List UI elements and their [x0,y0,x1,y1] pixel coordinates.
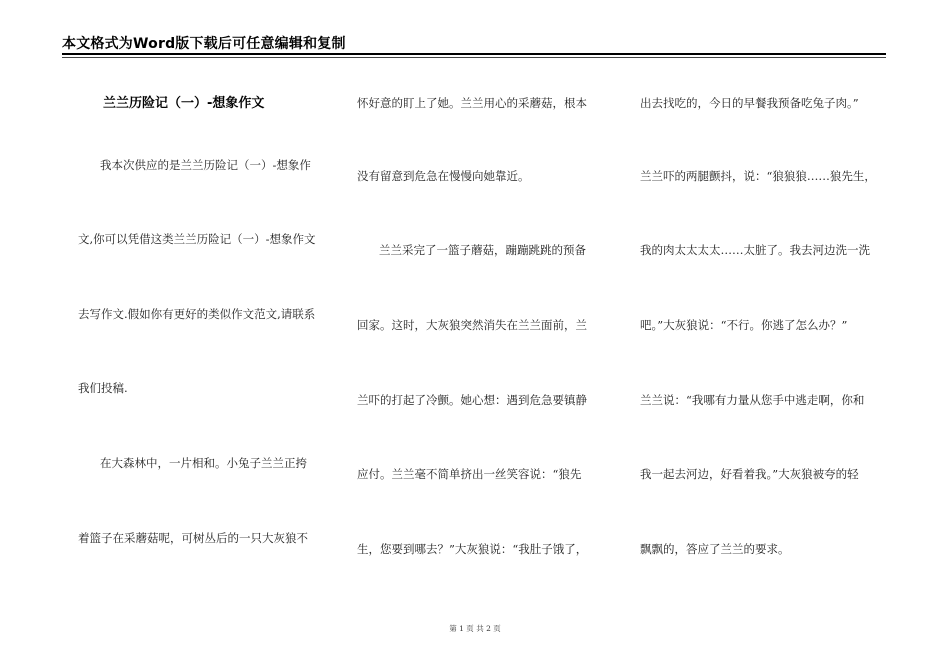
text-line: 去写作文.假如你有更好的类似作文范文,请联系 [78,307,316,321]
text-line: 我本次供应的是兰兰历险记（一）-想象作 [100,158,311,172]
text-line: 兰吓的打起了冷颤。她心想：遇到危急要镇静 [357,393,587,407]
text-line: 我们投稿. [78,381,128,395]
download-banner: 本文格式为Word版下载后可任意编辑和复制 [62,36,346,52]
text-line: 兰兰采完了一篮子蘑菇，蹦蹦跳跳的预备 [379,243,586,257]
text-line: 没有留意到危急在慢慢向她靠近。 [357,169,530,183]
page-number: 第 1 页 共 2 页 [449,624,501,633]
text-line: 回家。这时，大灰狼突然消失在兰兰面前，兰 [357,318,587,332]
text-line: 在大森林中，一片相和。小兔子兰兰正挎 [100,456,307,470]
document-title: 兰兰历险记（一）-想象作文 [103,96,265,111]
text-line: 吧。”大灰狼说：“不行。你逃了怎么办？” [640,318,848,332]
text-line: 文,你可以凭借这类兰兰历险记（一）-想象作文 [78,232,316,246]
text-line: 怀好意的盯上了她。兰兰用心的采蘑菇，根本 [357,96,587,110]
text-line: 生，您要到哪去？”大灰狼说：“我肚子饿了， [357,542,588,556]
text-line: 我一起去河边，好看着我。”大灰狼被夸的轻 [640,467,859,481]
text-line: 飘飘的，答应了兰兰的要求。 [640,542,790,556]
text-line: 应付。兰兰毫不简单挤出一丝笑容说：“狼先 [357,467,582,481]
header-rule-thin [62,57,886,58]
text-line: 出去找吃的，今日的早餐我预备吃兔子肉。” [640,96,859,110]
text-line: 兰兰吓的两腿颤抖，说：“狼狼狼……狼先生， [640,169,876,183]
text-line: 着篮子在采蘑菇呢，可树丛后的一只大灰狼不 [78,531,308,545]
text-line: 我的肉太太太太……太脏了。我去河边洗一洗 [640,243,870,257]
text-line: 兰兰说：“我哪有力量从您手中逃走啊，你和 [640,393,865,407]
header-rule-thick [62,53,886,55]
